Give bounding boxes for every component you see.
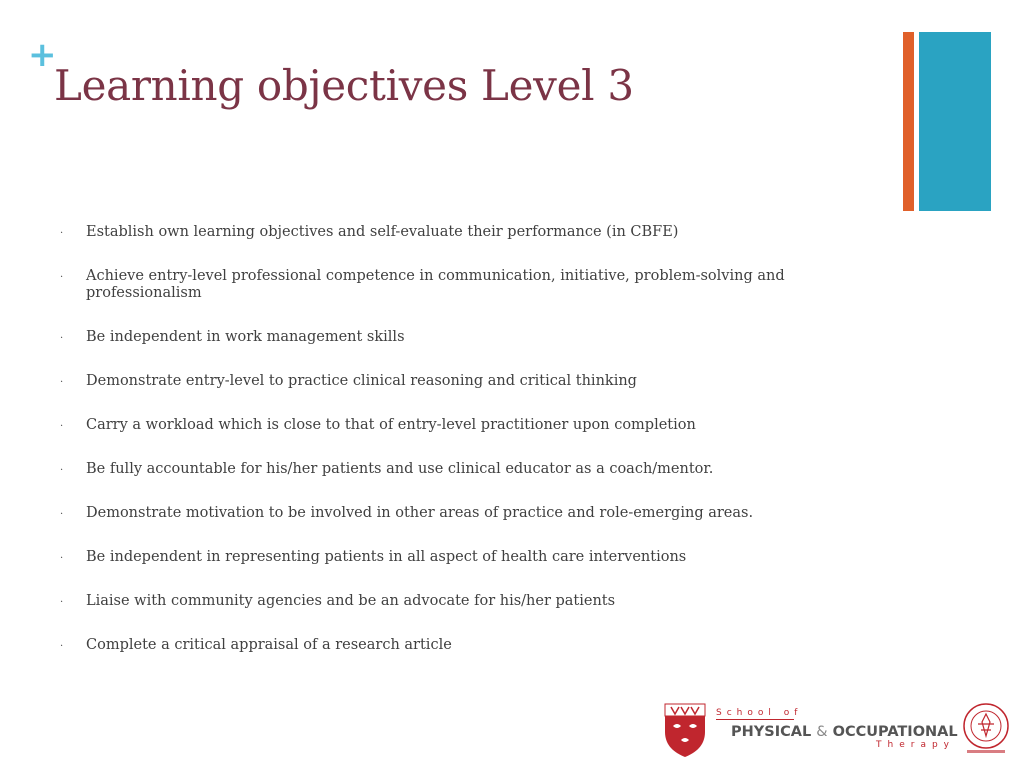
- department-name: [731, 724, 958, 740]
- objective-text: Demonstrate entry-level to practice clinical reasoning and critical thinking: [86, 373, 637, 389]
- bullet-dot: ·: [60, 421, 64, 432]
- objective-text: Achieve entry-level professional competence in communication, initiative, problem-solving and professionalism: [86, 268, 785, 301]
- mcgill-shield-icon: [663, 702, 707, 758]
- objective-text: Be independent in representing patients in all aspect of health care interventions: [86, 549, 687, 565]
- bullet-dot: ·: [60, 597, 64, 608]
- list-item: [0, 373, 900, 390]
- bullet-dot: ·: [60, 228, 64, 239]
- bullet-dot: ·: [60, 509, 64, 520]
- list-item: [0, 417, 900, 434]
- list-item: [0, 329, 900, 346]
- dept-physical: PHYSICAL: [731, 724, 812, 740]
- bullet-dot: ·: [60, 333, 64, 344]
- blue-accent-bar: [919, 32, 991, 211]
- logo-divider: [716, 719, 794, 720]
- slide-title: Learning objectives Level 3: [54, 61, 634, 110]
- list-item: [0, 224, 900, 241]
- bullet-dot: ·: [60, 553, 64, 564]
- seal-icon: [961, 702, 1011, 756]
- dept-occupational: OCCUPATIONAL: [832, 724, 958, 740]
- list-item: [0, 268, 900, 302]
- bullet-dot: ·: [60, 641, 64, 652]
- plus-mark: +: [28, 35, 57, 75]
- list-item: [0, 505, 900, 522]
- list-item: [0, 593, 900, 610]
- objective-text: Carry a workload which is close to that of entry-level practitioner upon completion: [86, 417, 696, 433]
- objective-text: Establish own learning objectives and self-evaluate their performance (in CBFE): [86, 224, 679, 240]
- list-item: [0, 549, 900, 566]
- objective-text: Be fully accountable for his/her patients and use clinical educator as a coach/mentor.: [86, 461, 714, 477]
- school-of-label: School of: [716, 708, 803, 718]
- therapy-label: Therapy: [876, 740, 955, 750]
- dept-ampersand: &: [816, 724, 828, 740]
- bullet-dot: ·: [60, 465, 64, 476]
- objectives-list: [0, 224, 900, 681]
- list-item: [0, 637, 900, 654]
- objective-text: Complete a critical appraisal of a research article: [86, 637, 452, 653]
- bullet-dot: ·: [60, 272, 64, 283]
- objective-text: Be independent in work management skills: [86, 329, 405, 345]
- objective-text: Demonstrate motivation to be involved in other areas of practice and role-emerging areas.: [86, 505, 754, 521]
- bullet-dot: ·: [60, 377, 64, 388]
- orange-accent-bar: [903, 32, 914, 211]
- objective-text: Liaise with community agencies and be an advocate for his/her patients: [86, 593, 616, 609]
- school-logo: [663, 702, 1013, 760]
- list-item: [0, 461, 900, 478]
